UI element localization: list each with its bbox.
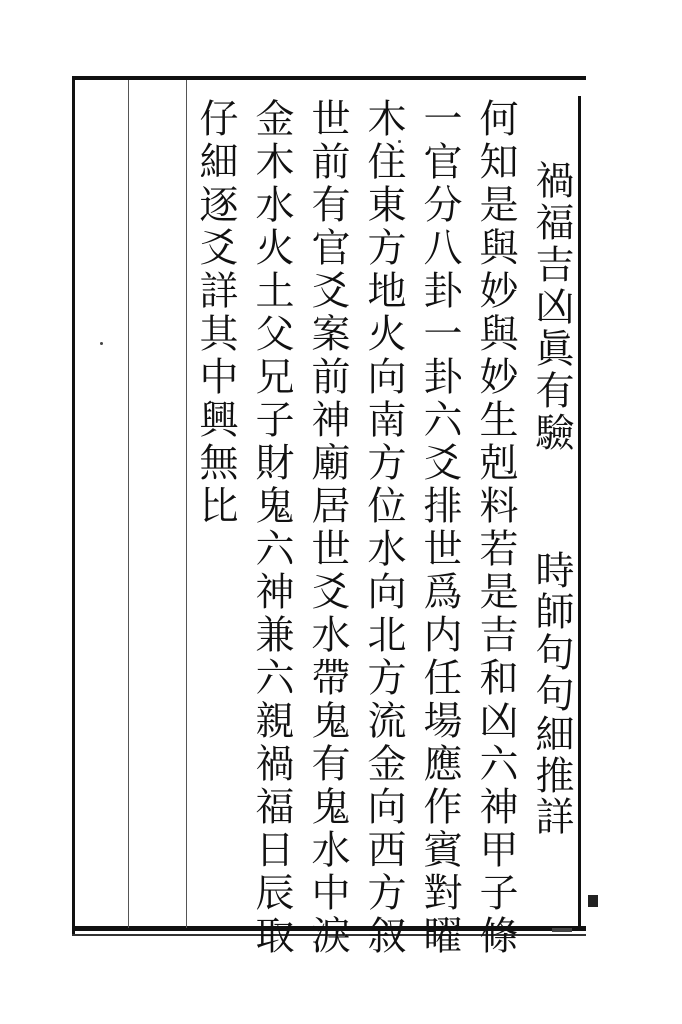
text-column: 一官分八卦一卦六爻排世爲内任場應作賓對曜 (417, 98, 462, 958)
subtitle-line: 時師句句細推詳 (529, 550, 574, 837)
text-column: 世前有官爻案前神廟居世爻水帶鬼有鬼水中淚 (305, 98, 350, 958)
chapter-title: 禍福吉凶眞有驗 (529, 160, 574, 454)
left-border-line (72, 76, 75, 934)
column-divider (128, 80, 129, 928)
text-column: 何知是與妙與妙生剋料若是吉和凶六神甲子條 (473, 98, 518, 958)
right-border-line (578, 96, 581, 930)
page-edge-mark (588, 895, 598, 907)
column-divider (186, 80, 187, 928)
top-border-line (72, 76, 586, 80)
text-column: 仔細逐爻詳其中興無比 (193, 98, 238, 528)
text-column: 木住東方地火向南方位水向北方流金向西方叙 (361, 98, 406, 958)
ink-speck (100, 342, 103, 345)
page-edge-mark (552, 928, 572, 932)
text-column: 金木水火土父兄子財鬼六神兼六親禍福日辰取 (249, 98, 294, 958)
